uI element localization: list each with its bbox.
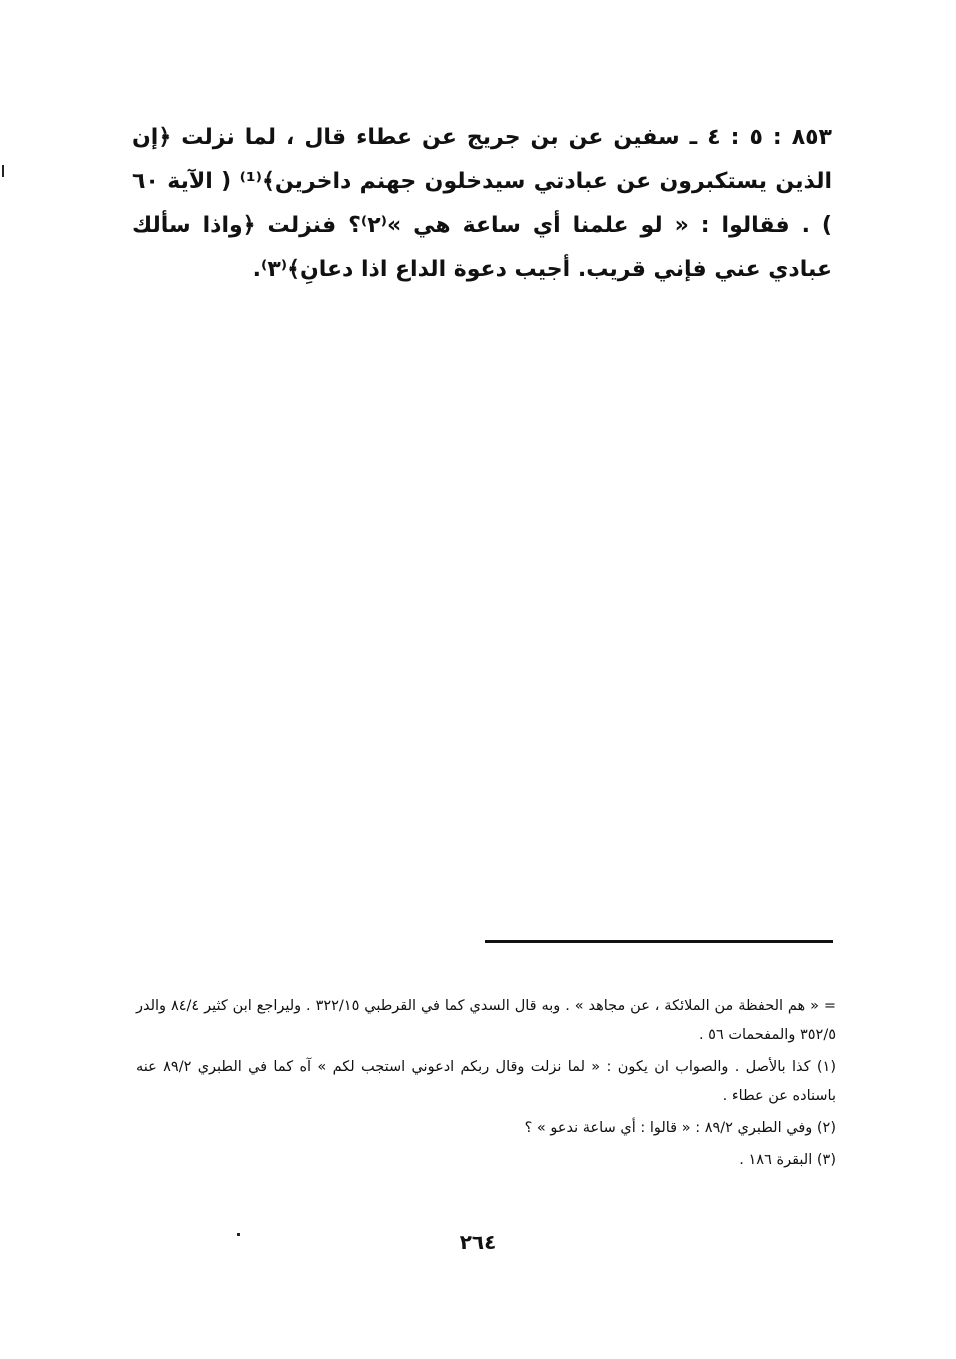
- footnote-2: (٢) وفي الطبري ٨٩/٢ : « قالوا : أي ساعة ندعو » ؟: [524, 1120, 836, 1136]
- footnote-separator: [485, 940, 833, 943]
- main-text-block: [132, 116, 832, 292]
- scan-mark-left-edge: [2, 165, 4, 177]
- scan-dot: [237, 1233, 240, 1236]
- footnote-1: (١) كذا بالأصل . والصواب ان يكون : « لما نزلت وقال ربكم ادعوني استجب لكم » آه كما في الطبري ٨٩/٢ عنه باسناده عن عطاء .: [136, 1059, 836, 1104]
- footnote-3: (٣) البقرة ١٨٦ .: [739, 1152, 836, 1168]
- page-number: ٢٦٤: [459, 1230, 497, 1254]
- footnote-continued: = « هم الحفظة من الملائكة ، عن مجاهد » . وبه قال السدي كما في القرطبي ٣٢٢/١٥ . وليراجع ابن كثير ٨٤/٤ والدر ٣٥٢/٥ والمفحمات ٥٦ .: [136, 998, 837, 1043]
- footnotes-block: [136, 992, 836, 1178]
- hadith-paragraph: ٨٥٣ : ٥ : ٤ ـ سفين عن بن جريج عن عطاء قال ، لما نزلت ﴿إن الذين يستكبرون عن عبادتي سيدخلون جهنم داخرين﴾⁽¹⁾ ( الآية ٦٠ ) . فقالوا : « لو علمنا أي ساعة هي »⁽٢⁾؟ فنزلت ﴿واذا سألك عبادي عني فإني قريب. أجيب دعوة الداع اذا دعانِ﴾⁽٣⁾.: [132, 125, 832, 282]
